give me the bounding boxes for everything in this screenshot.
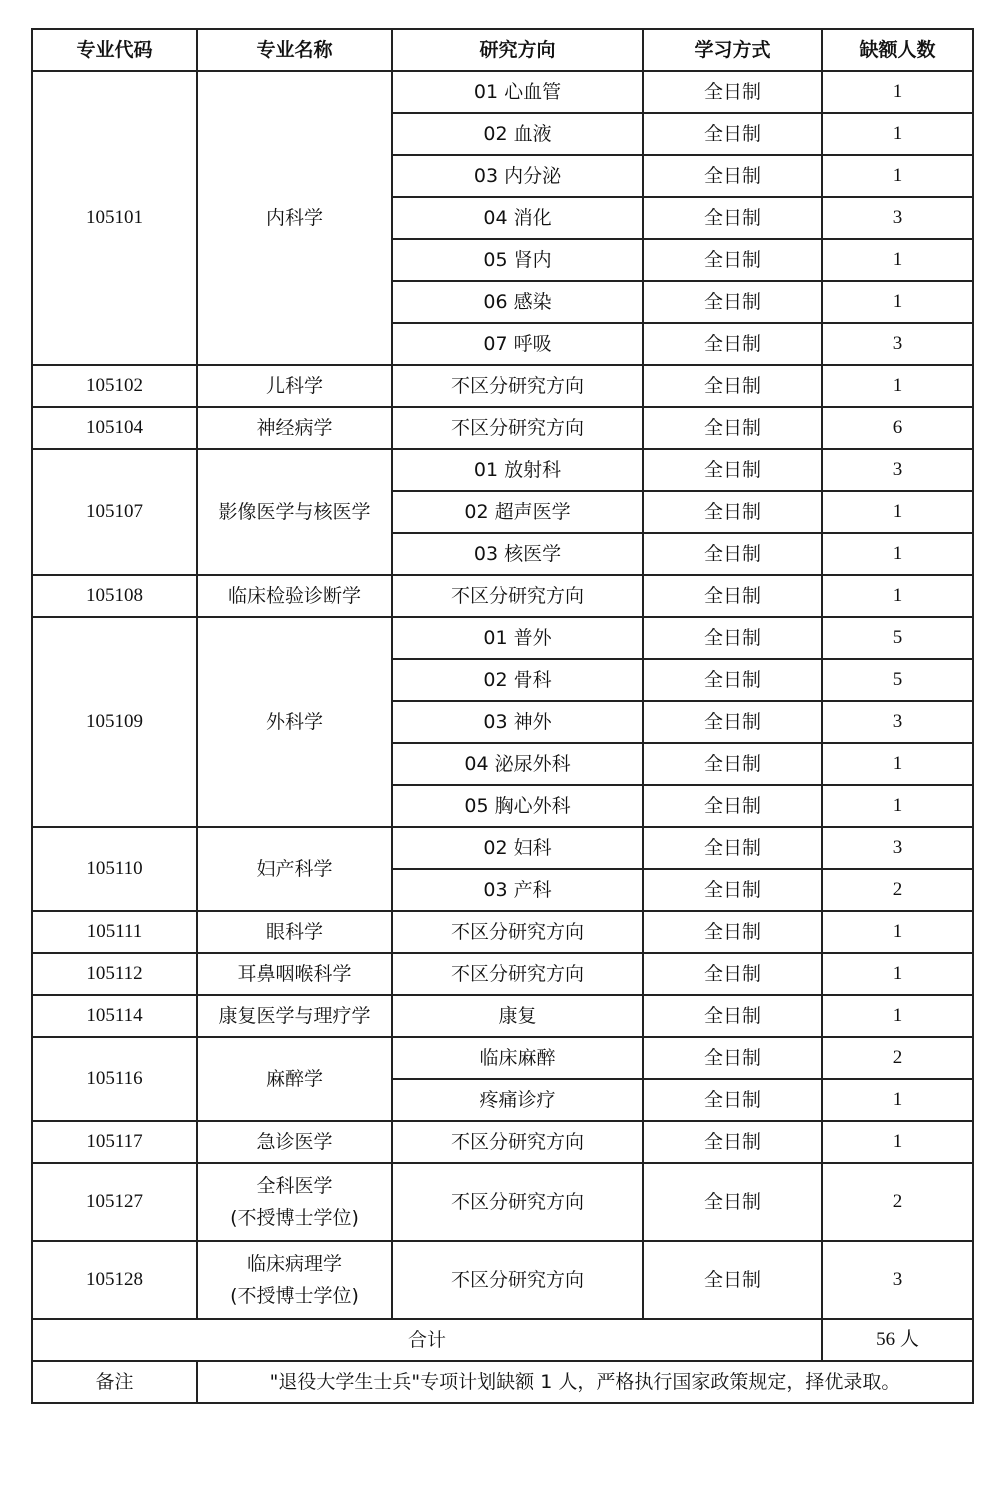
research-direction: 不区分研究方向 xyxy=(392,407,643,449)
vacancy-count: 3 xyxy=(822,701,973,743)
major-code: 105111 xyxy=(32,911,197,953)
vacancy-count: 1 xyxy=(822,533,973,575)
vacancy-count: 1 xyxy=(822,155,973,197)
research-direction: 04 泌尿外科 xyxy=(392,743,643,785)
major-code: 105114 xyxy=(32,995,197,1037)
research-direction: 06 感染 xyxy=(392,281,643,323)
table-row xyxy=(32,407,973,449)
research-direction: 04 消化 xyxy=(392,197,643,239)
vacancy-count: 1 xyxy=(822,911,973,953)
study-mode: 全日制 xyxy=(643,365,822,407)
total-value: 56 人 xyxy=(822,1319,973,1361)
study-mode: 全日制 xyxy=(643,491,822,533)
vacancy-count: 3 xyxy=(822,827,973,869)
research-direction: 05 胸心外科 xyxy=(392,785,643,827)
study-mode: 全日制 xyxy=(643,785,822,827)
research-direction: 01 心血管 xyxy=(392,71,643,113)
vacancy-count: 2 xyxy=(822,1163,973,1241)
major-name: 康复医学与理疗学 xyxy=(197,995,392,1037)
total-label: 合计 xyxy=(32,1319,822,1361)
research-direction: 不区分研究方向 xyxy=(392,575,643,617)
header-name: 专业名称 xyxy=(197,29,392,71)
table-row xyxy=(32,827,973,869)
vacancy-count: 1 xyxy=(822,953,973,995)
study-mode: 全日制 xyxy=(643,659,822,701)
research-direction: 不区分研究方向 xyxy=(392,1163,643,1241)
major-name-line2: (不授博士学位) xyxy=(230,1285,359,1307)
major-code: 105112 xyxy=(32,953,197,995)
note-row xyxy=(32,1361,973,1403)
vacancy-count: 1 xyxy=(822,785,973,827)
total-row xyxy=(32,1319,973,1361)
major-name: 妇产科学 xyxy=(197,827,392,911)
major-name xyxy=(197,1163,392,1241)
major-name-line2: (不授博士学位) xyxy=(230,1207,359,1229)
vacancy-count: 1 xyxy=(822,743,973,785)
major-code: 105102 xyxy=(32,365,197,407)
vacancy-count: 5 xyxy=(822,659,973,701)
table-row xyxy=(32,1037,973,1079)
major-name: 眼科学 xyxy=(197,911,392,953)
note-text: "退役大学生士兵"专项计划缺额 1 人，严格执行国家政策规定，择优录取。 xyxy=(197,1361,973,1403)
vacancy-count: 3 xyxy=(822,449,973,491)
major-name: 神经病学 xyxy=(197,407,392,449)
vacancy-count: 3 xyxy=(822,1241,973,1319)
vacancy-count: 1 xyxy=(822,995,973,1037)
study-mode: 全日制 xyxy=(643,281,822,323)
major-code: 105109 xyxy=(32,617,197,827)
study-mode: 全日制 xyxy=(643,1121,822,1163)
major-code: 105107 xyxy=(32,449,197,575)
header-row xyxy=(32,29,973,71)
table-row xyxy=(32,1163,973,1241)
vacancy-count: 1 xyxy=(822,491,973,533)
table-row xyxy=(32,1241,973,1319)
research-direction: 02 妇科 xyxy=(392,827,643,869)
major-code: 105104 xyxy=(32,407,197,449)
table-row xyxy=(32,575,973,617)
study-mode: 全日制 xyxy=(643,1079,822,1121)
note-label: 备注 xyxy=(32,1361,197,1403)
vacancy-count: 3 xyxy=(822,197,973,239)
major-name: 外科学 xyxy=(197,617,392,827)
study-mode: 全日制 xyxy=(643,449,822,491)
table-row xyxy=(32,617,973,659)
vacancy-count: 1 xyxy=(822,1079,973,1121)
header-mode: 学习方式 xyxy=(643,29,822,71)
vacancy-count: 1 xyxy=(822,365,973,407)
study-mode: 全日制 xyxy=(643,995,822,1037)
study-mode: 全日制 xyxy=(643,1037,822,1079)
study-mode: 全日制 xyxy=(643,869,822,911)
major-name: 急诊医学 xyxy=(197,1121,392,1163)
major-name: 耳鼻咽喉科学 xyxy=(197,953,392,995)
header-count: 缺额人数 xyxy=(822,29,973,71)
research-direction: 不区分研究方向 xyxy=(392,953,643,995)
vacancy-count: 1 xyxy=(822,281,973,323)
table-row xyxy=(32,995,973,1037)
study-mode: 全日制 xyxy=(643,911,822,953)
vacancy-count: 1 xyxy=(822,239,973,281)
major-code: 105110 xyxy=(32,827,197,911)
study-mode: 全日制 xyxy=(643,197,822,239)
major-name: 临床检验诊断学 xyxy=(197,575,392,617)
research-direction: 02 血液 xyxy=(392,113,643,155)
vacancy-count: 3 xyxy=(822,323,973,365)
major-name: 影像医学与核医学 xyxy=(197,449,392,575)
study-mode: 全日制 xyxy=(643,155,822,197)
research-direction: 01 普外 xyxy=(392,617,643,659)
vacancy-count: 1 xyxy=(822,1121,973,1163)
study-mode: 全日制 xyxy=(643,953,822,995)
research-direction: 03 内分泌 xyxy=(392,155,643,197)
major-code: 105117 xyxy=(32,1121,197,1163)
research-direction: 02 超声医学 xyxy=(392,491,643,533)
table-row xyxy=(32,365,973,407)
major-name xyxy=(197,1241,392,1319)
major-name-line1: 全科医学 xyxy=(256,1175,333,1197)
vacancy-count: 1 xyxy=(822,71,973,113)
table-row xyxy=(32,911,973,953)
vacancy-count: 2 xyxy=(822,869,973,911)
study-mode: 全日制 xyxy=(643,701,822,743)
research-direction: 03 产科 xyxy=(392,869,643,911)
table-row xyxy=(32,1121,973,1163)
research-direction: 不区分研究方向 xyxy=(392,1121,643,1163)
study-mode: 全日制 xyxy=(643,407,822,449)
study-mode: 全日制 xyxy=(643,575,822,617)
study-mode: 全日制 xyxy=(643,1241,822,1319)
study-mode: 全日制 xyxy=(643,617,822,659)
study-mode: 全日制 xyxy=(643,533,822,575)
major-code: 105101 xyxy=(32,71,197,365)
major-code: 105128 xyxy=(32,1241,197,1319)
research-direction: 05 肾内 xyxy=(392,239,643,281)
major-name-line1: 临床病理学 xyxy=(246,1253,342,1275)
header-code: 专业代码 xyxy=(32,29,197,71)
research-direction: 不区分研究方向 xyxy=(392,1241,643,1319)
research-direction: 02 骨科 xyxy=(392,659,643,701)
table-row xyxy=(32,71,973,113)
research-direction: 不区分研究方向 xyxy=(392,365,643,407)
research-direction: 康复 xyxy=(392,995,643,1037)
header-direction: 研究方向 xyxy=(392,29,643,71)
table-row xyxy=(32,449,973,491)
study-mode: 全日制 xyxy=(643,71,822,113)
study-mode: 全日制 xyxy=(643,827,822,869)
research-direction: 不区分研究方向 xyxy=(392,911,643,953)
major-name: 儿科学 xyxy=(197,365,392,407)
research-direction: 03 核医学 xyxy=(392,533,643,575)
vacancy-count: 5 xyxy=(822,617,973,659)
table-row xyxy=(32,953,973,995)
vacancy-count: 1 xyxy=(822,113,973,155)
major-code: 105108 xyxy=(32,575,197,617)
research-direction: 临床麻醉 xyxy=(392,1037,643,1079)
study-mode: 全日制 xyxy=(643,743,822,785)
study-mode: 全日制 xyxy=(643,323,822,365)
vacancy-count: 2 xyxy=(822,1037,973,1079)
study-mode: 全日制 xyxy=(643,113,822,155)
study-mode: 全日制 xyxy=(643,1163,822,1241)
research-direction: 疼痛诊疗 xyxy=(392,1079,643,1121)
major-code: 105116 xyxy=(32,1037,197,1121)
major-code: 105127 xyxy=(32,1163,197,1241)
research-direction: 07 呼吸 xyxy=(392,323,643,365)
research-direction: 03 神外 xyxy=(392,701,643,743)
research-direction: 01 放射科 xyxy=(392,449,643,491)
quota-table xyxy=(31,28,974,1404)
major-name: 内科学 xyxy=(197,71,392,365)
vacancy-count: 1 xyxy=(822,575,973,617)
major-name: 麻醉学 xyxy=(197,1037,392,1121)
vacancy-count: 6 xyxy=(822,407,973,449)
study-mode: 全日制 xyxy=(643,239,822,281)
